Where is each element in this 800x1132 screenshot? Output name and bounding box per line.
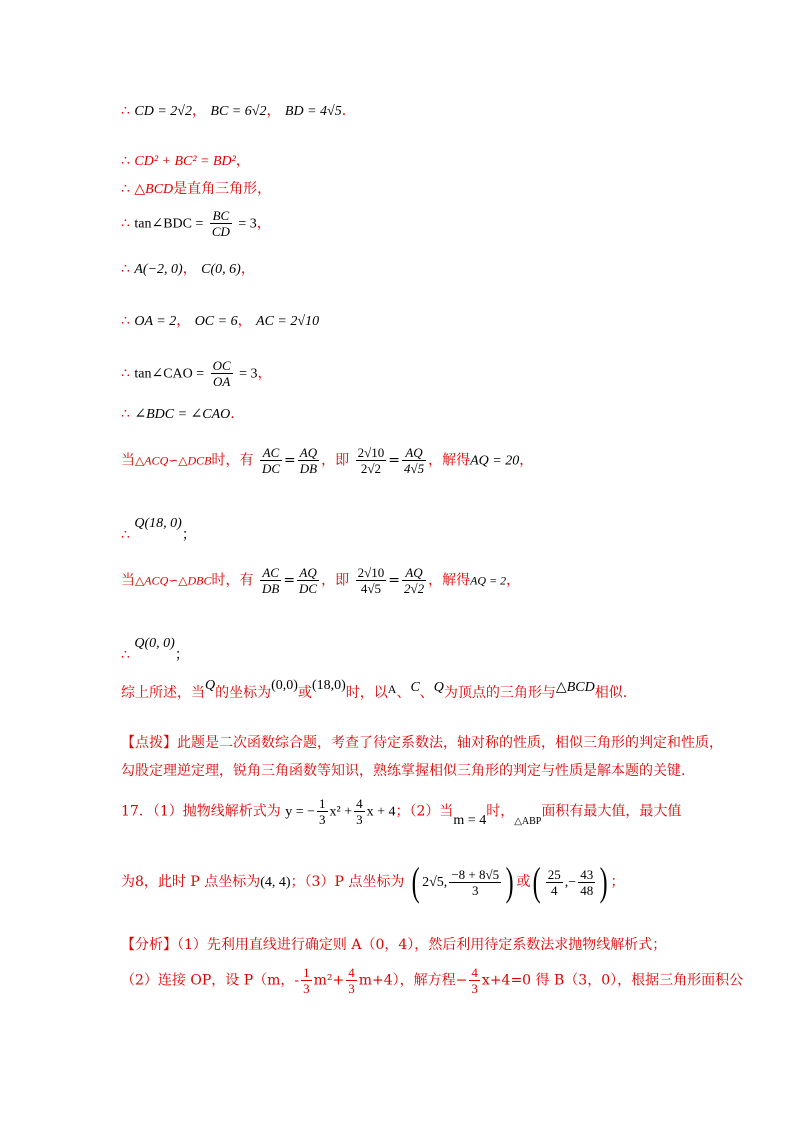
denominator: 4√5 [360, 581, 381, 596]
numerator: 4 [348, 965, 355, 980]
line-3 [121, 178, 271, 198]
denominator: 4 [551, 882, 558, 898]
math-rhs: = 3 [239, 366, 258, 382]
equals: = [388, 452, 400, 469]
math-term: x + 4 [366, 804, 396, 820]
math-tan-lhs: tan∠BDC = [134, 216, 204, 232]
line-4 [121, 208, 271, 239]
text: ，解得 [428, 452, 471, 469]
math-bc: BC = 6√2 [210, 104, 267, 119]
math-sep: ,− [564, 875, 577, 890]
math-oc: OC = 6 [194, 314, 238, 329]
denominator: DB [299, 461, 318, 476]
fraction [402, 565, 426, 596]
math-point-c: C(0, 6) [201, 262, 241, 277]
math-triangle: △BCD [134, 182, 174, 197]
punctuation: ， [519, 452, 534, 469]
math-similarity: △ACQ∽△DCB [135, 453, 212, 468]
numerator: −8 + 8√5 [451, 866, 500, 882]
text: ；（3）P 点坐标为 [290, 874, 405, 890]
text: x+4=0 得 B（3，0），根据三角形面积公 [481, 972, 744, 989]
equals: = [283, 572, 296, 589]
line-17 [121, 859, 625, 904]
math-q: Q [205, 678, 216, 693]
fraction [297, 565, 319, 596]
therefore-symbol: ∴ [121, 103, 130, 119]
math-ac: AC = 2√10 [256, 314, 320, 329]
punctuation: ； [174, 647, 189, 663]
line-13 [121, 678, 628, 702]
fraction [356, 445, 387, 476]
line-18 [121, 934, 666, 954]
math-a: A [387, 682, 397, 696]
math-term: x² + [329, 804, 353, 820]
left-paren-icon: ( [533, 859, 542, 904]
fraction [210, 208, 232, 239]
punctuation: ； [610, 874, 625, 890]
denominator: 48 [580, 882, 594, 898]
fraction [402, 445, 426, 476]
text: 或 [516, 874, 531, 890]
separator: ， [237, 313, 252, 329]
fraction [301, 965, 312, 996]
text: （2）连接 OP，设 P（m，- [121, 972, 300, 989]
fraction [469, 965, 480, 996]
therefore-symbol: ∴ [121, 181, 130, 197]
numerator: 2√10 [357, 565, 385, 580]
comment-text: 【点拨】此题是二次函数综合题，考查了待定系数法，轴对称的性质，相似三角形的判定和性质， [121, 735, 723, 751]
math-angle-equality: ∠BDC = ∠CAO [134, 407, 231, 422]
text: 当 [121, 572, 135, 589]
therefore-symbol: ∴ [121, 527, 130, 543]
text: 为8，此时 P 点坐标为 [121, 874, 261, 890]
numerator: AC [260, 565, 281, 581]
math-result: AQ = 2 [470, 573, 507, 588]
line-15 [121, 760, 685, 780]
separator: ， [266, 103, 281, 119]
line-6 [121, 310, 319, 330]
denominator: 3 [319, 812, 326, 827]
line-10 [121, 512, 196, 543]
denominator: DB [261, 581, 280, 596]
denominator: DC [261, 461, 281, 476]
math-y: y = − [285, 804, 315, 820]
numerator: AC [260, 445, 282, 461]
numerator: 1 [303, 965, 310, 980]
text: 相似. [594, 685, 628, 701]
problem-number: 17． [121, 803, 153, 820]
text: 当 [121, 452, 135, 469]
numerator: 25 [547, 866, 561, 882]
right-paren-icon: ) [505, 859, 514, 904]
math-point-a: A(−2, 0) [134, 262, 183, 277]
fraction [354, 796, 365, 827]
line-14 [121, 732, 723, 752]
denominator: OA [212, 374, 231, 389]
math-similarity: △ACQ∽△DBC [135, 573, 212, 588]
punctuation: . [230, 406, 235, 422]
line-7 [121, 358, 272, 389]
text: （1）抛物线解析式为 [152, 803, 281, 820]
line-19 [121, 965, 743, 996]
denominator: 3 [471, 981, 478, 996]
fraction [317, 796, 328, 827]
denominator: DC [299, 581, 318, 596]
math-point: (18,0) [311, 678, 346, 693]
numerator: AQ [402, 445, 426, 461]
analysis-text: 【分析】（1）先利用直线进行确定则 A（0，4），然后利用待定系数法求抛物线解析式； [121, 937, 667, 953]
denominator: CD [211, 224, 230, 239]
fraction [356, 565, 387, 596]
fraction [260, 565, 281, 596]
math-c: C [410, 680, 420, 695]
denominator: 3 [303, 981, 310, 996]
fraction [298, 445, 319, 476]
line-2 [121, 150, 250, 170]
therefore-symbol: ∴ [121, 261, 130, 277]
punctuation: ， [240, 261, 255, 277]
text: 或 [297, 685, 312, 701]
fraction [211, 358, 233, 389]
equals: = [388, 572, 400, 589]
numerator: AQ [402, 565, 426, 581]
math-m: m = 4 [453, 812, 487, 828]
separator: 、 [396, 685, 411, 701]
separator: ， [176, 313, 191, 329]
text: 综上所述，当 [121, 685, 205, 701]
punctuation: ， [256, 215, 271, 232]
math-point: (4, 4) [260, 875, 291, 890]
fraction [346, 965, 357, 996]
numerator: 1 [319, 796, 326, 811]
text: ；（2）当 [395, 803, 454, 820]
numerator: BC [210, 208, 232, 224]
math-pythagorean: CD² + BC² = BD² [134, 154, 236, 169]
fraction [449, 867, 501, 898]
math-point-q: Q(18, 0) [134, 516, 182, 531]
separator: ， [182, 261, 197, 277]
left-paren-icon: ( [411, 859, 420, 904]
separator: ， [191, 103, 206, 119]
line-8 [121, 406, 235, 423]
numerator: 4 [471, 965, 478, 980]
denominator: 2√2 [360, 461, 381, 476]
therefore-symbol: ∴ [121, 153, 130, 169]
text: 面积有最大值，最大值 [541, 803, 682, 820]
math-rhs: = 3 [238, 216, 257, 232]
therefore-symbol: ∴ [121, 365, 130, 382]
line-5 [121, 258, 255, 278]
math-point-q: Q(0, 0) [134, 636, 175, 651]
math-triangle: △BCD [555, 680, 595, 695]
numerator: AQ [297, 565, 319, 581]
equals: = [284, 452, 296, 469]
numerator: 2√10 [357, 445, 385, 460]
text: ，即 [321, 452, 350, 469]
denominator: 3 [356, 812, 363, 827]
text: ，即 [321, 572, 350, 589]
line-16 [121, 796, 681, 827]
denominator: 3 [471, 882, 479, 898]
therefore-symbol: ∴ [121, 647, 130, 663]
denominator: 2√2 [403, 581, 425, 596]
text: ，解得 [428, 572, 471, 589]
numerator: 43 [580, 866, 594, 882]
text: 是直角三角形， [173, 181, 272, 197]
math-triangle: △ABP [514, 815, 542, 827]
text: 为顶点的三角形与 [443, 685, 556, 701]
math-q: Q [433, 680, 444, 695]
line-12 [121, 632, 189, 663]
text: 的坐标为 [215, 685, 272, 701]
text: 时，以 [345, 685, 388, 701]
math-bd: BD = 4√5 [284, 104, 342, 119]
punctuation: ， [235, 153, 250, 169]
therefore-symbol: ∴ [121, 313, 130, 329]
math-result: AQ = 20 [470, 453, 520, 469]
denominator: 4√5 [403, 461, 425, 476]
punctuation: . [341, 103, 347, 119]
right-paren-icon: ) [599, 859, 608, 904]
numerator: 4 [356, 796, 363, 811]
text: 时， [486, 803, 515, 820]
math-tan-lhs: tan∠CAO = [134, 366, 205, 382]
fraction [546, 867, 563, 898]
line-11 [121, 565, 520, 596]
line-9 [121, 445, 533, 476]
therefore-symbol: ∴ [121, 406, 130, 422]
text: m²+ [313, 972, 345, 989]
denominator: 3 [348, 981, 355, 996]
line-1 [121, 100, 346, 120]
math-oa: OA = 2 [134, 314, 177, 329]
fraction [578, 867, 595, 898]
fraction [260, 445, 282, 476]
punctuation: ； [181, 527, 196, 543]
comment-text: 勾股定理逆定理，锐角三角函数等知识，熟练掌握相似三角形的判定与性质是解本题的关键. [121, 763, 686, 779]
math-coordinate: 2√5, [422, 875, 448, 890]
text: 时，有 [211, 572, 254, 589]
punctuation: ， [506, 572, 521, 589]
math-point: (0,0) [271, 678, 298, 693]
text: m+4），解方程− [358, 972, 468, 989]
text: 时，有 [211, 452, 254, 469]
numerator: OC [212, 358, 231, 373]
separator: 、 [419, 685, 434, 701]
therefore-symbol: ∴ [121, 215, 130, 232]
punctuation: ， [257, 365, 272, 382]
math-cd: CD = 2√2 [134, 104, 192, 119]
numerator: AQ [299, 445, 318, 460]
